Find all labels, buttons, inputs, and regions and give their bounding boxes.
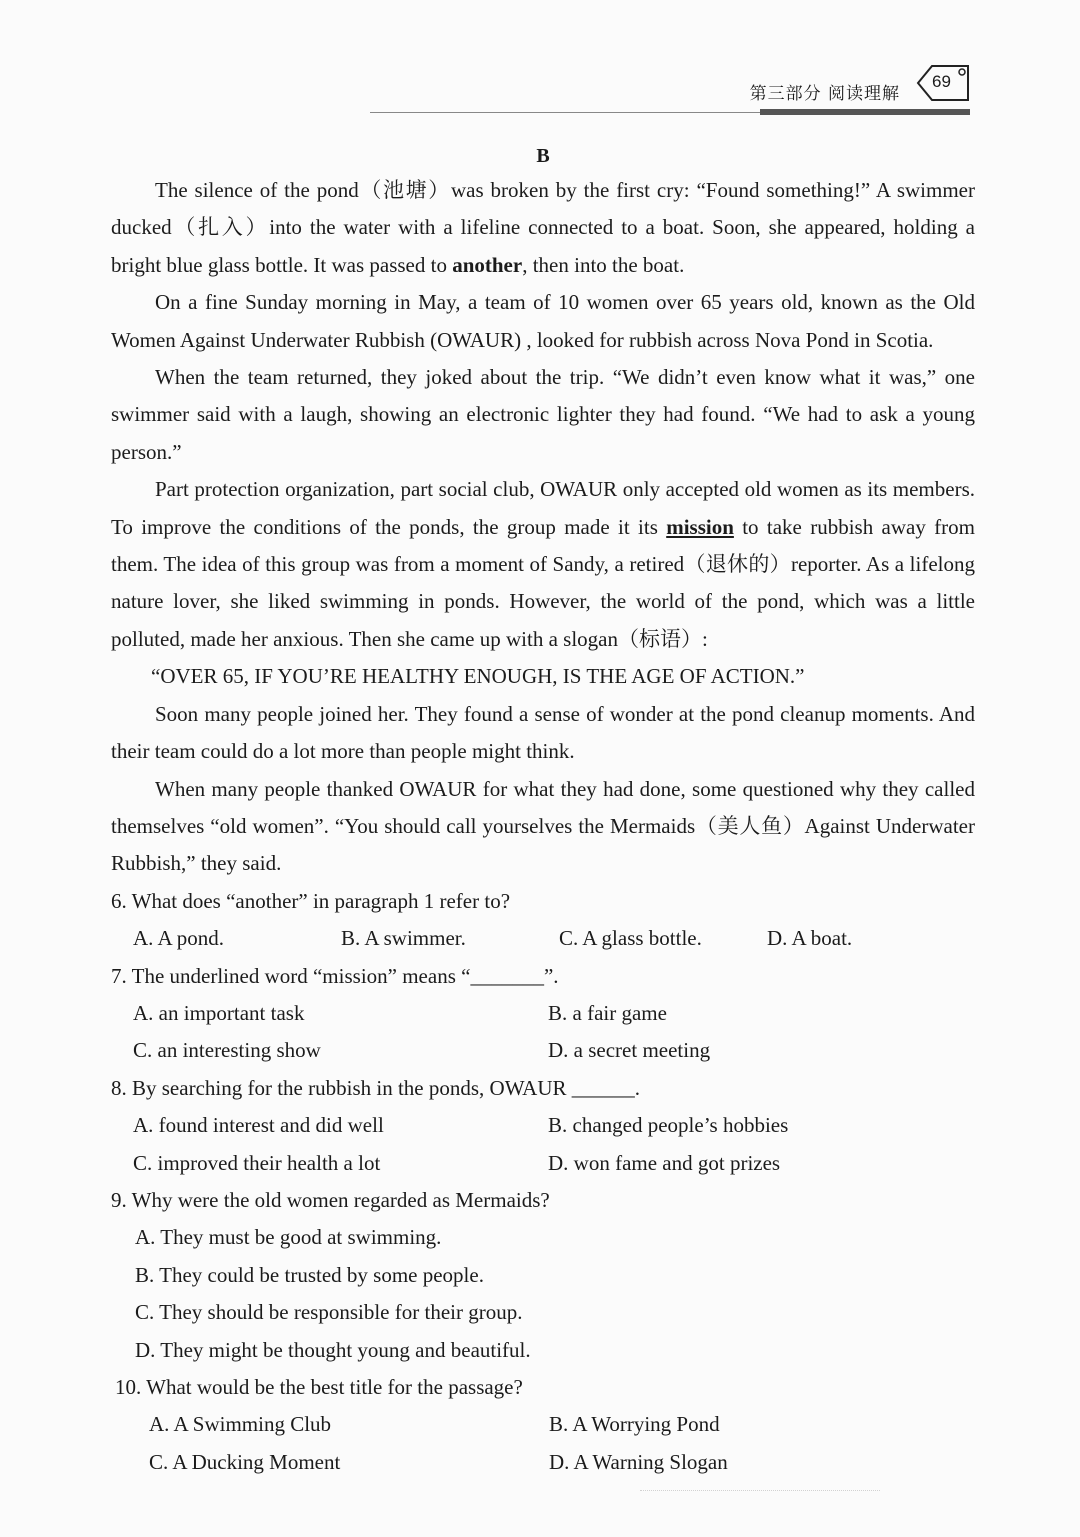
q6-option-a: A. A pond.: [133, 926, 225, 951]
paragraph-4-text-a: Part protection organization, part social club, OWAUR only accepted old women as its members. To improve the conditions of the ponds, the group made it its: [111, 477, 975, 539]
question-8-options-row-1: [111, 1107, 975, 1144]
q7-option-a: A. an important task: [133, 1000, 305, 1025]
q8-option-c: C. improved their health a lot: [133, 1150, 381, 1175]
q10-option-d: D. A Warning Slogan: [549, 1449, 728, 1474]
paragraph-1: [111, 172, 975, 284]
paragraph-1-text-b: , then into the boat.: [522, 252, 685, 277]
paragraph-1-text-a: The silence of the pond（池塘）was broken by the first cry: “Found something!” A swimmer ducked（扎入）into the water with a lifeline connected to a boat. Soon, she appeared, holding a bright blue glass bottle. It was passed to: [111, 178, 975, 277]
q9-option-a: A. They must be good at swimming.: [135, 1225, 442, 1250]
question-8-stem: 8. By searching for the rubbish in the ponds, OWAUR ______.: [111, 1075, 641, 1100]
slogan: “OVER 65, IF YOU’RE HEALTHY ENOUGH, IS THE AGE OF ACTION.”: [151, 664, 805, 689]
page-number: 69: [932, 72, 951, 91]
underlined-word-mission: mission: [666, 514, 734, 539]
paragraph-2: On a fine Sunday morning in May, a team of 10 women over 65 years old, known as the Old Women Against Underwater Rubbish (OWAUR) , looked for rubbish across Nova Pond in Scotia.: [111, 290, 975, 352]
section-label: B: [536, 145, 550, 167]
question-8-options-row-2: [111, 1145, 975, 1182]
question-6-options: [111, 920, 975, 957]
page-header: [0, 0, 1080, 130]
question-10-options-row-2: [111, 1444, 975, 1481]
q6-option-b: B. A swimmer.: [341, 926, 466, 951]
question-9-stem: 9. Why were the old women regarded as Mermaids?: [111, 1187, 550, 1212]
q10-option-c: C. A Ducking Moment: [149, 1449, 341, 1474]
page-content: [111, 140, 975, 1481]
header-rule: [370, 109, 970, 116]
bold-word-another: another: [452, 252, 523, 277]
question-7-options-row-1: [111, 995, 975, 1032]
q10-option-a: A. A Swimming Club: [149, 1412, 332, 1437]
paragraph-5: Soon many people joined her. They found a sense of wonder at the pond cleanup moments. And their team could do a lot more than people might think.: [111, 701, 975, 764]
paragraph-4: [111, 471, 975, 658]
q7-option-d: D. a secret meeting: [548, 1038, 711, 1063]
question-6-stem: 6. What does “another” in paragraph 1 refer to?: [111, 888, 511, 913]
q7-option-b: B. a fair game: [548, 1000, 667, 1025]
q8-option-a: A. found interest and did well: [133, 1113, 384, 1138]
q7-option-c: C. an interesting show: [133, 1038, 321, 1063]
q10-option-b: B. A Worrying Pond: [549, 1412, 720, 1437]
q9-option-d: D. They might be thought young and beautiful.: [135, 1337, 531, 1362]
question-10-stem: 10. What would be the best title for the passage?: [115, 1375, 523, 1399]
q9-option-b: B. They could be trusted by some people.: [135, 1262, 484, 1287]
paragraph-6: When many people thanked OWAUR for what they had done, some questioned why they called themselves “old women”. “You should call yourselves the Mermaids（美人鱼）Against Underwater Rubbish,” they said.: [111, 776, 975, 876]
q8-option-d: D. won fame and got prizes: [548, 1150, 781, 1175]
q8-option-b: B. changed people’s hobbies: [548, 1113, 789, 1138]
header-title: 第三部分 阅读理解: [749, 84, 900, 104]
paragraph-3: When the team returned, they joked about the trip. “We didn’t even know what it was,” one swimmer said with a laugh, showing an electronic lighter they had found. “We had to ask a young person.”: [111, 365, 975, 464]
q6-option-d: D. A boat.: [766, 926, 853, 951]
question-7-stem: 7. The underlined word “mission” means “_______”.: [111, 963, 559, 988]
question-7-options-row-2: [111, 1032, 975, 1069]
q9-option-c: C. They should be responsible for their group.: [135, 1300, 523, 1325]
question-10-options-row-1: [111, 1406, 975, 1443]
paragraph-4-text-b: to take rubbish away from them. The idea of this group was from a moment of Sandy, a retired（退休的）reporter. As a lifelong nature lover, she liked swimming in ponds. However, the world of the pond, which was a little polluted, made her anxious. Then she came up with a slogan（标语）:: [111, 514, 975, 651]
footer-fragment: [640, 1490, 880, 1501]
q6-option-c: C. A glass bottle.: [558, 926, 702, 951]
